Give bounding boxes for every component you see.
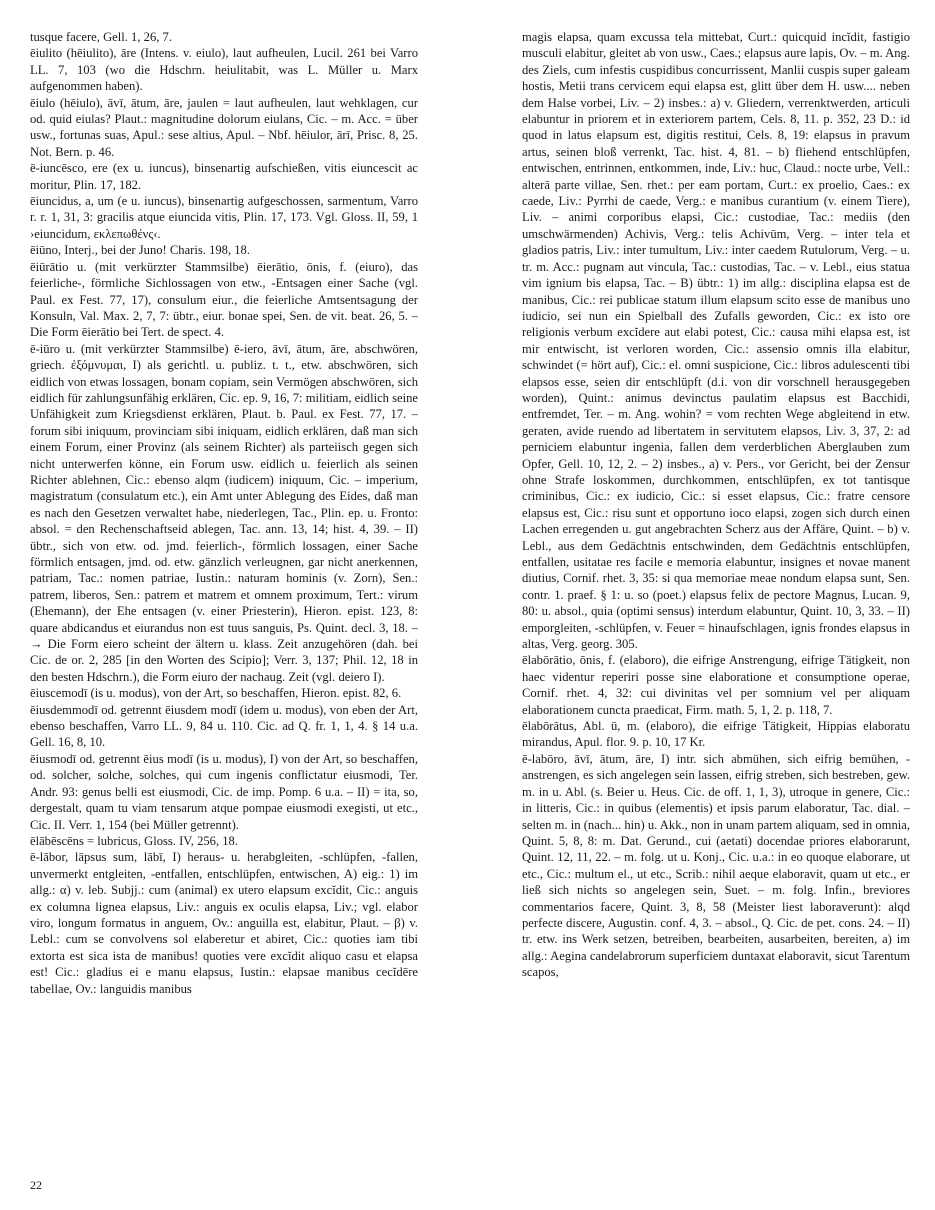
entry-eiulito: ēiulito (hēiulito), āre (Intens. v. eiulo), laut aufheulen, Lucil. 261 bei Varro LL. 7, 103 (wo die Hdschrn. heiulitabit, was L. Müller u. Marx aufgenommen haben). — [30, 46, 418, 94]
entry-elaboro: ē-labōro, āvī, ātum, āre, I) intr. sich abmühen, sich eifrig bemühen, -anstrengen, es sich angelegen sein lassen, eifrig streben, sich bestreben, gew. m. in u. Abl. (s. Beier u. Heus. Cic. de off. 1, 1, 3), utroque in genere, Cic.: in litteris, Cic.: in quibus (elementis) et ipsis parum elaboratur, Tac. dial. – selten m. in (nach... hin) u. Akk., non in unam partem aliquam, sed in omnia, Quint. 5, 8, 8: m. Dat. Gerund., cui (aetati) docendae priores elaborarunt, Quint. 12, 11, 22. – m. folg. ut u. Konj., Cic. u.a.: in eo quoque elaborare, ut etc., Cic.: multum el., ut etc., Scrib.: nihil aeque elaboravit, quam ut etc., er ließ sich nichts so angelegen sein, Suet. – m. folg. Infin., breviores commentarios facere, Quint. 3, 8, 58 (Meister liest laboraverunt): alqd perfecte discere, Augustin. conf. 4, 3. – absol., Q. Cic. de pet. cons. 24. – II) tr. etw. ins Werk setzen, betreiben, bearbeiten, ausarbeiten, bereiten, a) im allg.: Aegina candelabrorum superficiem duntaxat elaboravit, sicut Tarentum scapos, — [522, 751, 910, 980]
entry-eiuno: ēiūno, Interj., bei der Juno! Charis. 198, 18. — [30, 243, 250, 258]
entry-elabescens: ēlābēscēns = lubricus, Gloss. IV, 256, 18. — [30, 833, 238, 848]
entry-elabor-continued: magis elapsa, quam excussa tela mittebat, Curt.: quicquid incĭdit, fastigio musculi elabitur, gleitet ab von usw., Caes.; elapsus aure lapis, Ov. – m. Ang. des Ziels, cum infestis cuspidibus concurrissent, Manlii cuspis super galeam hostis, Metii trans cervicem equi elapsa est, glitt über dem H. usw.... neben dem Halse vorbei, Liv. – 2) insbes.: a) v. Gliedern, verrenktwerden, articuli elabuntur in priorem et in exteriorem partem, Cels. 8, 11. p. 352, 23 D.: id quod in latus elapsum est, digitis restitui, Cels. 8, 19: elapsus in pravum artus, seinen bloß verrenkt, Tac. hist. 4, 81. – b) fliehend entschlüpfen, entwischen, entrinnen, entkommen, inde, Liv.: huc, Claud.: nocte urbe, Vell.: alterā parte villae, Sen. rhet.: per eam portam, Curt.: ex proelio, Caes.: ex caede, Liv.: Pyrrhi de caede, Verg.: e manibus curantium (v. einem Tiere), Liv. – animi corporibus elapsi, Cic.: custodiae, Tac.: mediis (den umschwärmenden) Achivis, Verg.: telis Achivūm, Verg. – inter tela et gladios patris, Liv.: inter tumultum, Liv.: inter caedem Rutulorum, Verg. – u. tr. m. Acc.: pugnam aut vincula, Tac.: custodias, Tac. – v. Lebl., eius statua vim ignium bis elapsa, Tac. – B) übtr.: 1) im allg.: disciplina elapsa est de manibus, Cic.: rei publicae statum illum elapsum scito esse de manibus uno iudicio, sei nun ein Spielball des Zufalls geworden, Cic.: ex isto ore religionis verbum excĭdere aut elabi potest, Cic.: causa mihi elapsa est, ist mir entwischt, ist verloren worden, Cic.: assensio omnis illa elabitur, schwindet (= hört auf), Cic.: el. omni suspicione, Cic.: libros adulescenti tibi elapsos esse, seien dir entschlüpft (d.i. von dir vorschnell herausgegeben worden), Quint.: animus devinctus paulatim elapsus est Bacchidi, entfremdet, Ter. – m. Ang. wohin? = vom rechten Wege abgleitend in etw. geraten, avide ruendo ad libertatem in servitutem elapsos, Liv. 3, 37, 2: ad perniciem elabuntur ingenia, fallen dem verderblichen Aberglauben zum Opfer, Gell. 10, 12, 2. – 2) insbes., a) v. Pers., vor Gericht, bei der Zensur ohne Strafe loskommen, durchkommen, entschlüpfen, ex tot tantisque criminibus, Cic.: ex iudicio, Cic.: si esset elapsus, Cic.: fratre censore elapsus est, Cic.: risu sunt et opportuno ioco elapsi, zogen sich durch einen Lachen erregenden u. gut angebrachten Scherz aus der Affäre, Quint. – b) v. Lebl., aus dem Gedächtnis entschwinden, dem Gedächtnis entschlüpfen, entfallen, usitatae res facile e memoria elabuntur, insignes et novae manent diutius, Cornif. rhet. 3, 35: si qua memoriae meae nondum elapsa sunt, Sen. contr. 1. praef. § 1: u. so (poet.) elapsus felix de pectore Magnus, Lucan. 9, 80: u. absol., quia (optimi sensus) interdum elabuntur, Quint. 10, 3, 33. – II) emporgleiten, -schlüpfen, v. Feuer = hinaufschlagen, ignis frondes elapsus in altas, Verg. georg. 305. — [522, 30, 910, 652]
dictionary-page — [30, 29, 910, 1179]
right-column — [522, 29, 910, 1179]
entry-elaboratus: ēlabōrātus, Abl. ū, m. (elaboro), die eifrige Tätigkeit, Hippias elaboratu mirandus, Apul. flor. 9. p. 10, 17 Kr. — [522, 719, 910, 750]
page-number: 22 — [30, 1178, 42, 1192]
entry-eiuncidus: ēiuncidus, a, um (e u. iuncus), binsenartig aufgeschossen, sarmentum, Varro r. r. 1, 31, 3: gracilis atque eiuncida vitis, Plin. 17, 173. Vgl. Gloss. II, 59, 1 ›eiuncidum, εκλεπωθένς‹. — [30, 194, 418, 241]
entry-eiusdemmodi: ēiusdemmodī od. getrennt ēiusdem modī (idem u. modus), von eben der Art, ebenso beschaffen, Varro LL. 9, 84 u. 110. Cic. ad Q. fr. 1, 1, 4. § 14 u.a. Gell. 16, 8, 10. — [30, 702, 418, 750]
entry-eiulo: ēiulo (hēiulo), āvī, ātum, āre, jaulen = laut aufheulen, laut wehklagen, cur od. quid eiulas? Plaut.: magnitudine dolorum eiulans, Cic. – m. Acc. = über usw., fortunas suas, Apul.: sese altius, Apul. – Nbf. hēiulor, ārī, Prisc. 8, 25. Not. Bern. p. 46. — [30, 95, 418, 159]
entry-elaboratio: ēlabōrātio, ōnis, f. (elaboro), die eifrige Anstrengung, eifrige Tätigkeit, non haec videntur reperiri posse sine elaboratione et consumptione operae, Cornif. rhet. 4, 32: cui divinitas vel per somnium vel per aliquam elaborationem cuncta praedicat, Firm. math. 5, 1, 2. p. 118, 7. — [522, 653, 910, 717]
entry-eiuratio: ēiūrātio u. (mit verkürzter Stammsilbe) ēierātio, ōnis, f. (eiuro), das feierliche-, förmliche Sichlossagen von etw., -Entsagen einer Sache (vgl. Paul. ex Fest. 77, 17), consulum eiur., die feierliche Amtsentsagung der Konsuln, Val. Max. 2, 7, 7: übtr., eiur. bonae spei, Sen. de vit. beat. 26, 5. – Die Form ēierātio bei Tert. de spect. 4. — [30, 259, 418, 340]
entry-eiuncesco: ē-iuncēsco, ere (ex u. iuncus), binsenartig aufschießen, vitis eiuncescit ac moritur, Plin. 17, 182. — [30, 161, 418, 192]
entry-eiuscemodi: ēiuscemodī (is u. modus), von der Art, so beschaffen, Hieron. epist. 82, 6. — [30, 686, 402, 701]
entry-eiuro: ē-iūro u. (mit verkürzter Stammsilbe) ē-iero, āvī, ātum, āre, abschwören, griech. ἐξόμνυμαι, I) als gerichtl. u. publiz. t. t., etw. abschwören, sich eidlich von etwas lossagen, bonam copiam, sein Vermögen abschwören, sich eidlich für zahlungsunfähig erklären, Cic. ep. 9, 16, 7: militiam, eidlich seine Unfähigkeit zum Kriegsdienst erklären, Plaut. b. Paul. ex Fest. 77, 17. – forum sibi iniquum, provinciam sibi iniquam, eidlich erklären, daß man sich einem Forum, einer Provinz (als seinem Richter) als parteiisch gegen sich nicht unterwerfen könne, ein Forum usw. eidlich u. feierlich als seinen Richter ablehnen, Cic.: ebenso alqm (iudicem) iniquum, Cic. – imperium, magistratum (consulatum etc.), ein Amt unter Ablegung des Eides, daß man es nach den Gesetzen verwaltet habe, niederlegen, Tac., Plin. ep. u. Fronto: absol. = den Rechenschaftseid ablegen, Tac. ann. 13, 14; hist. 4, 39. – II) übtr., sich von etw. od. jmd. feierlich-, förmlich lossagen, einer Sache förmlich entsagen, jmd. od. etw. gänzlich verleugnen, gar nicht anerkennen, patriam, Tac.: nomen patriae, Iustin.: naturam hominis (v. Zorn), Sen.: patrem, liberos, Sen.: patrem et matrem et omnem proximum, Tert.: virum (Ehemann), der Ehe entsagen (v. einer Priesterin), Hieron. epist. 123, 8: quare abdicandus et eiurandus non est tuus sanguis, Ps. Quint. decl. 3, 18. – → Die Form eiero scheint der ältern u. klass. Zeit anzugehören (dah. bei Cic. de or. 2, 285 [in den Worten des Scipio]; Verr. 3, 137; Phil. 12, 18 in den besten Hdschrn.), die Form eiuro der nachaug. Zeit (vgl. deiero I). — [30, 341, 418, 684]
entry-eiusmodi: ēiusmodī od. getrennt ēius modī (is u. modus), I) von der Art, so beschaffen, od. solcher, solche, solches, qui cum ingenis conflictatur eiusmodi, Ter. Andr. 93: genus belli est eiusmodi, Cic. de imp. Pomp. 6 u.a. – II) = ita, so, dergestalt, quam tu viam tensarum atque pompae eiusmodi exegisti, ut etc., Cic. II. Verr. 1, 154 (bei Müller getrennt). — [30, 751, 418, 832]
entry-continuation: tusque facere, Gell. 1, 26, 7. — [30, 30, 172, 44]
entry-elabor: ē-lābor, lāpsus sum, lābī, I) heraus- u. herabgleiten, -schlüpfen, -fallen, unvermerkt entgleiten, -entfallen, entschlüpfen, entwischen, A) eig.: 1) im allg.: α) v. leb. Subjj.: cum (animal) ex utero elapsum excĭdit, Cic.: anguis ex columna lignea elapsus, Liv.: anguis ex oculis elapsa, Liv.; vgl. elabor viro, longum formatus in anguem, Ov.: anguilla est, elabitur, Plaut. – β) v. Lebl.: cum se convolvens sol elaberetur et abiret, Cic.: quoties iam tibi extorta est sica ista de manibus! quoties vere excĭdit aliquo casu et elapsa est! Cic.: gladius ei e manu elapsus, Iustin.: elapsae manibus cecĭdēre tabellae, Ov.: languidis manibus — [30, 850, 418, 996]
left-column — [30, 29, 418, 1179]
